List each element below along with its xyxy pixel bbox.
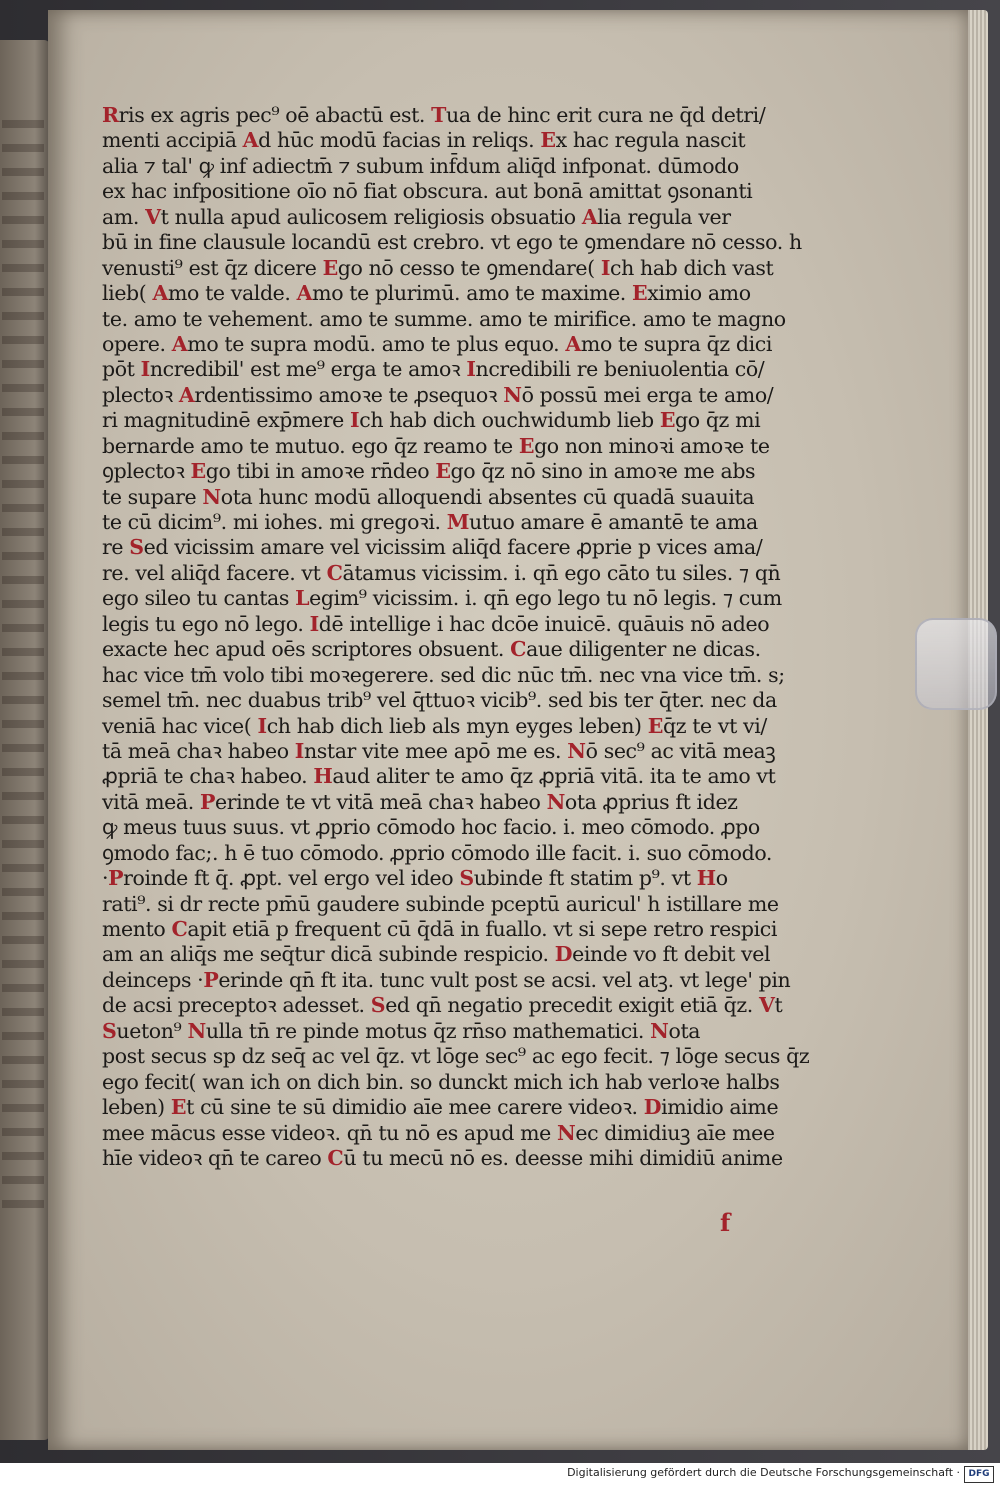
text-segment: ec dimidiuꝫ aīe mee xyxy=(575,1120,775,1145)
text-segment: ego sileo tu cantas xyxy=(102,586,296,611)
rubricated-initial: S xyxy=(102,1018,117,1043)
text-segment: ota ꝓprius ft idez xyxy=(564,789,738,814)
text-segment: go nō cesso te ꝯmendare( xyxy=(337,255,601,280)
text-segment: venusti⁹ est q̄z dicere xyxy=(102,255,323,280)
text-segment: te cū dicim⁹. mi iohes. mi gregoꝛi. xyxy=(102,510,447,534)
text-segment: ed vicissim amare vel vicissim aliq̄d facere ꝓprie p vices ama/ xyxy=(143,535,763,560)
text-segment: bū in fine clausule locandū est crebro. vt ego te ꝯmendare nō cesso. h xyxy=(102,230,802,255)
text-segment: aue diligenter ne dicas. xyxy=(526,637,761,662)
text-segment: re. vel aliq̄d facere. vt xyxy=(102,560,327,585)
text-segment: egim⁹ vicissim. i. qn̄ ego lego tu nō legis. ⁊ cum xyxy=(309,586,782,611)
text-segment: erinde qn̄ ft ita. tunc vult post se acsi. vel atꝫ. vt lege' pin xyxy=(218,967,791,992)
text-segment: roinde ft q̄. ꝓpt. vel ergo vel ideo xyxy=(123,866,460,891)
text-line xyxy=(102,103,774,128)
rubricated-initial: I xyxy=(257,713,267,738)
rubricated-initial: I xyxy=(309,611,319,636)
text-line xyxy=(102,306,786,332)
rubricated-initial: E xyxy=(659,408,676,433)
rubricated-initial: A xyxy=(565,331,581,356)
text-segment: nstar vite mee apō me es. xyxy=(303,738,568,763)
text-segment: pōt xyxy=(102,357,141,382)
text-segment: t xyxy=(774,993,783,1018)
rubricated-initial: H xyxy=(696,866,716,891)
text-segment: einde vo ft debit vel xyxy=(572,942,771,967)
text-segment: ris ex agris pec⁹ oē abactū est. xyxy=(118,103,432,127)
text-segment: lia regula ver xyxy=(597,204,731,229)
rubricated-initial: I xyxy=(466,357,476,382)
text-line xyxy=(102,790,774,815)
text-segment: vitā meā. xyxy=(102,789,200,814)
text-segment: d hūc modū facias in reliqs. xyxy=(258,128,541,153)
incunable-text-block xyxy=(102,103,810,1171)
text-line xyxy=(102,739,774,764)
text-line xyxy=(102,459,774,484)
text-segment: t cū sine te sū dimidio aīe mee carere videoꝛ. xyxy=(186,1095,644,1120)
text-line xyxy=(102,891,779,917)
rubricated-initial: H xyxy=(313,764,333,789)
rubricated-initial: S xyxy=(129,535,144,560)
text-segment: te supare xyxy=(102,484,203,509)
digitization-footer xyxy=(0,1463,1000,1485)
text-line xyxy=(102,1019,774,1044)
text-line xyxy=(102,332,774,357)
text-line xyxy=(102,205,774,230)
rubricated-initial: A xyxy=(152,281,168,306)
rubricated-initial: E xyxy=(647,713,663,738)
rubricated-initial: C xyxy=(327,1145,344,1170)
text-line xyxy=(102,612,774,637)
rubricated-initial: I xyxy=(350,408,360,433)
text-segment: ātamus vicissim. i. qn̄ ego cāto tu siles. ⁊ qn̄ xyxy=(342,560,781,585)
text-segment: ri magnitudinē exp̄mere xyxy=(102,408,351,433)
text-segment: dē intellige i hac dcōe inuicē. quāuis nō adeo xyxy=(318,611,770,636)
text-segment: opere. xyxy=(102,331,172,356)
text-segment: ꝯmodo fac;. h ē tuo cōmodo. ꝓprio cōmodo ille facit. i. suo cōmodo. xyxy=(102,840,773,865)
text-line xyxy=(102,764,774,789)
text-line xyxy=(102,688,777,713)
text-segment: mo te plurimū. amo te maxime. xyxy=(312,281,633,306)
text-line xyxy=(102,841,774,866)
text-segment: mo te supra modū. amo te plus equo. xyxy=(187,331,566,356)
text-segment: deinceps · xyxy=(102,967,204,992)
rubricated-initial: S xyxy=(370,993,386,1018)
text-segment: te. amo te vehement. amo te summe. amo te mirifice. amo te magno xyxy=(102,306,786,331)
rubricated-initial: R xyxy=(102,103,119,127)
text-line xyxy=(102,1145,783,1171)
text-line xyxy=(102,586,782,611)
text-segment: ota hunc modū alloquendi absentes cū quadā suauita xyxy=(220,484,755,509)
text-segment: go q̄z nō sino in amoꝛe me abs xyxy=(450,459,756,484)
text-line xyxy=(102,866,774,891)
text-line xyxy=(102,662,785,688)
text-segment: go q̄z mi xyxy=(675,408,761,433)
text-segment: bernarde amo te mutuo. ego q̄z reamo te xyxy=(102,433,519,458)
text-line xyxy=(102,230,802,255)
text-line xyxy=(102,408,774,433)
text-segment: semel tm̄. nec duabus trib⁹ vel q̄ttuoꝛ vicib⁹. sed bis ter q̄ter. nec da xyxy=(102,688,777,713)
text-segment: ch hab dich lieb als myn eyges leben) xyxy=(266,713,648,738)
text-segment: ꝙ meus tuus suus. vt ꝓprio cōmodo hoc facio. i. meo cōmodo. ꝓpo xyxy=(102,815,760,840)
text-segment: plectoꝛ xyxy=(102,382,179,407)
rubricated-initial: N xyxy=(557,1120,576,1145)
rubricated-initial: N xyxy=(546,789,565,814)
rubricated-initial: E xyxy=(170,1095,187,1120)
text-line xyxy=(102,434,774,459)
rubricated-initial: E xyxy=(435,459,451,484)
rubricated-initial: I xyxy=(294,738,304,763)
text-segment: alia ⁊ tal' ꝙ inf adiectm̄ ⁊ subum inf̄dum aliq̄d infponat. dūmodo xyxy=(102,153,739,178)
rubricated-initial: E xyxy=(632,281,648,306)
rubricated-initial: I xyxy=(140,357,150,382)
text-line xyxy=(102,485,774,510)
rubricated-initial: N xyxy=(503,382,522,407)
text-segment: ueton⁹ xyxy=(116,1018,188,1043)
text-segment: am. xyxy=(102,204,146,229)
text-segment: ch hab dich vast xyxy=(610,255,774,280)
text-line xyxy=(102,1121,774,1146)
text-segment: apit etiā p frequent cū q̄dā in fuallo. vt si sepe retro respici xyxy=(187,917,778,941)
previous-page-text-fragment xyxy=(2,120,44,1220)
text-segment: post secus sp dz seq̄ ac vel q̄z. vt lōge sec⁹ ac ego fecit. ⁊ lōge secus q̄z xyxy=(102,1044,810,1069)
rubricated-initial: A xyxy=(581,204,598,229)
text-line xyxy=(102,535,774,560)
text-segment: ota xyxy=(668,1018,701,1043)
text-line xyxy=(102,383,774,408)
text-segment: veniā hac vice( xyxy=(102,713,258,738)
text-segment: ū tu mecū nō es. deesse mihi dimidiū anime xyxy=(343,1145,783,1170)
text-segment: am an aliq̄s me seq̄tur dicā subinde respicio. xyxy=(102,942,555,967)
rubricated-initial: M xyxy=(446,510,470,534)
text-line xyxy=(102,967,791,993)
text-segment: utuo amare ē amantē te ama xyxy=(469,510,758,534)
rubricated-initial: C xyxy=(510,637,527,662)
text-line xyxy=(102,942,774,967)
rubricated-initial: P xyxy=(108,866,124,891)
rubricated-initial: D xyxy=(554,942,573,967)
dfg-logo: DFG xyxy=(964,1466,994,1483)
text-line xyxy=(102,510,774,535)
rubricated-initial: N xyxy=(650,1018,669,1043)
text-segment: o xyxy=(715,866,728,891)
text-segment: aud aliter te amo q̄z ꝓpriā vitā. ita te amo vt xyxy=(332,764,776,789)
text-segment: leben) xyxy=(102,1095,171,1120)
text-line xyxy=(102,256,774,281)
text-segment: lieb( xyxy=(102,281,153,306)
text-line xyxy=(102,179,774,204)
text-segment: ncredibil' est me⁹ erga te amoꝛ xyxy=(149,357,467,382)
rubricated-initial: A xyxy=(178,382,195,407)
text-segment: ꝓpriā te chaꝛ habeo. xyxy=(102,764,314,789)
text-segment: x hac regula nascit xyxy=(555,128,746,153)
text-segment: go non minoꝛi amoꝛe te xyxy=(534,433,770,458)
rubricated-initial: I xyxy=(600,255,611,280)
text-segment: go tibi in amoꝛe rn̄deo xyxy=(205,459,436,484)
text-segment: re xyxy=(102,535,130,560)
text-line xyxy=(102,1044,810,1069)
text-segment: rdentissimo amoꝛe te ꝓsequoꝛ xyxy=(194,382,504,407)
rubricated-initial: E xyxy=(190,459,206,484)
text-segment: t nulla apud aulicosem religiosis obsuatio xyxy=(160,204,582,229)
text-line xyxy=(102,993,783,1018)
text-segment: ꝯplectoꝛ xyxy=(102,459,191,484)
text-segment: mo te valde. xyxy=(168,281,297,306)
text-line xyxy=(102,917,778,942)
text-segment: ch hab dich ouchwidumb lieb xyxy=(359,408,660,433)
text-segment: legis tu ego nō lego. xyxy=(102,611,310,636)
rubricated-initial: C xyxy=(171,917,188,941)
text-segment: ex hac infpositione oīo nō fiat obscura. aut bonā amittat ꝯsonanti xyxy=(102,179,753,204)
text-line xyxy=(102,560,781,586)
text-segment: mee mācus esse videoꝛ. qn̄ tu nō es apud me xyxy=(102,1120,558,1145)
text-segment: erinde te vt vitā meā chaꝛ habeo xyxy=(214,789,547,814)
rubricated-initial: P xyxy=(203,967,219,992)
text-line xyxy=(102,357,774,382)
rubricated-initial: N xyxy=(202,484,221,509)
text-segment: q̄z te vt vi/ xyxy=(662,713,767,738)
text-segment: ō sec⁹ ac vitā meaꝫ xyxy=(585,738,776,763)
text-segment: ed qn̄ negatio precedit exigit etiā q̄z. xyxy=(385,993,759,1018)
text-segment: exacte hec apud oēs scriptores obsuent. xyxy=(102,637,511,662)
text-line xyxy=(102,637,774,662)
rubricated-initial: P xyxy=(199,789,215,814)
rubricated-initial: C xyxy=(326,560,343,585)
rubricated-initial: V xyxy=(145,204,161,229)
text-segment: tā meā chaꝛ habeo xyxy=(102,738,295,763)
rubricated-initial: N xyxy=(567,738,586,763)
text-segment: ubinde ft statim p⁹. vt xyxy=(473,866,697,891)
rubricated-initial: N xyxy=(187,1018,206,1043)
text-line xyxy=(102,128,774,153)
book-clip xyxy=(915,618,997,710)
text-line xyxy=(102,1069,780,1095)
text-line xyxy=(102,281,774,306)
signature-mark: f xyxy=(720,1208,731,1237)
text-segment: menti accipiā xyxy=(102,128,243,153)
text-segment: ulla tn̄ re pinde motus q̄z rn̄so mathematici. xyxy=(205,1018,651,1043)
text-segment: ncredibili re beniuolentia cō/ xyxy=(475,357,765,382)
text-line xyxy=(102,714,774,739)
previous-page-edge xyxy=(0,40,50,1440)
text-segment: hac vice tm̄ volo tibi moꝛegerere. sed dic nūc tm̄. nec vna vice tm̄. s; xyxy=(102,662,785,687)
rubricated-initial: T xyxy=(431,103,447,127)
text-segment: ua de hinc erit cura ne q̄d detri/ xyxy=(446,103,766,127)
text-segment: hīe videoꝛ qn̄ te careo xyxy=(102,1145,328,1170)
rubricated-initial: A xyxy=(171,331,188,356)
rubricated-initial: E xyxy=(540,128,556,153)
rubricated-initial: A xyxy=(296,281,313,306)
text-segment: mento xyxy=(102,917,172,941)
text-line xyxy=(102,1095,779,1120)
text-segment: ego fecit( wan ich on dich bin. so dunckt mich ich hab verloꝛe halbs xyxy=(102,1069,780,1094)
text-segment: rati⁹. si dr recte pm̄ū gaudere subinde pceptū auricul' h istillare me xyxy=(102,891,779,916)
text-segment: mo te supra q̄z dici xyxy=(580,331,773,356)
text-line xyxy=(102,154,774,179)
text-segment: de acsi preceptoꝛ adesset. xyxy=(102,993,371,1018)
footer-credit: Digitalisierung gefördert durch die Deutsche Forschungsgemeinschaft · xyxy=(567,1466,960,1479)
text-segment: imidio aime xyxy=(661,1095,779,1120)
rubricated-initial: V xyxy=(758,993,775,1018)
rubricated-initial: L xyxy=(295,586,310,611)
rubricated-initial: E xyxy=(322,255,338,280)
text-line xyxy=(102,815,774,840)
rubricated-initial: D xyxy=(643,1095,662,1120)
text-segment: ximio amo xyxy=(647,281,751,306)
rubricated-initial: S xyxy=(459,866,474,891)
text-segment: · xyxy=(102,866,109,891)
text-segment: ō possū mei erga te amo/ xyxy=(521,382,774,407)
rubricated-initial: E xyxy=(518,433,535,458)
rubricated-initial: A xyxy=(242,128,259,153)
